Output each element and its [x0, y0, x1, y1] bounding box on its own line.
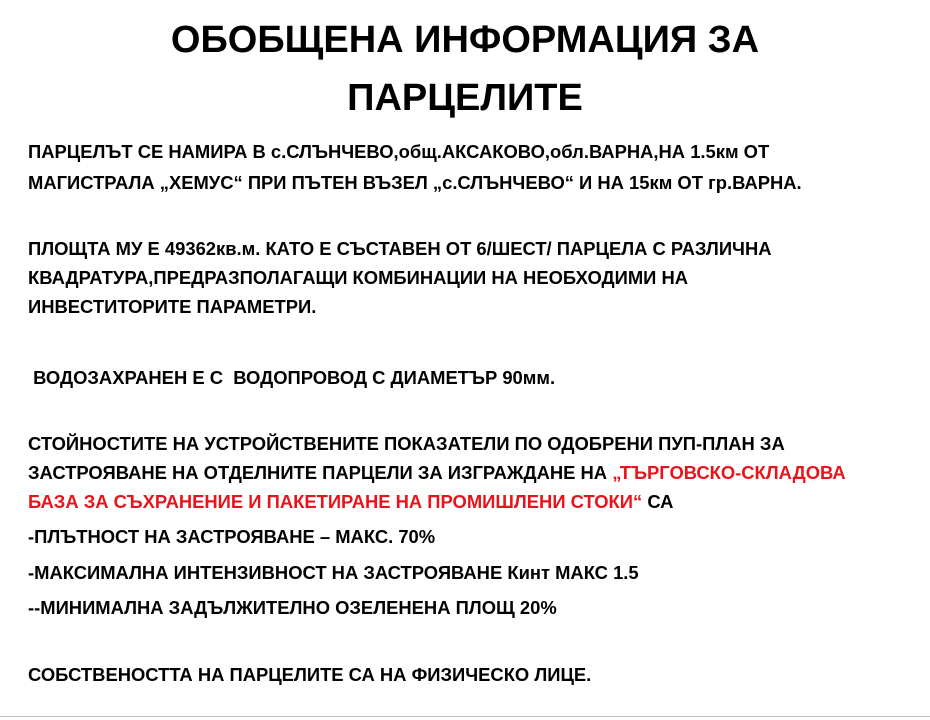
- page-title-line-1: ОБОБЩЕНА ИНФОРМАЦИЯ ЗА: [170, 19, 760, 61]
- indicators-text-line-1: СТОЙНОСТИТЕ НА УСТРОЙСТВЕНИТЕ ПОКАЗАТЕЛИ ПО ОДОБРЕНИ ПУП-ПЛАН ЗА: [28, 433, 785, 454]
- ownership-text: СОБСТВЕНОСТТА НА ПАРЦЕЛИТЕ СА НА ФИЗИЧЕСКО ЛИЦЕ.: [28, 664, 592, 685]
- page-title-line-2: ПАРЦЕЛИТЕ: [347, 77, 583, 119]
- water-supply-text: ВОДОЗАХРАНЕН Е С ВОДОПРОВОД С ДИАМЕТЪР 90мм.: [28, 367, 556, 388]
- indicators-text-line-3-plain: СА: [642, 491, 674, 512]
- indicator-green-area: --МИНИМАЛНА ЗАДЪЛЖИТЕЛНО ОЗЕЛЕНЕНА ПЛОЩ 20%: [28, 597, 557, 618]
- location-text-line-2: МАГИСТРАЛА „ХЕМУС“ ПРИ ПЪТЕН ВЪЗЕЛ „с.СЛЪНЧЕВО“ И НА 15км ОТ гр.ВАРНА.: [28, 172, 802, 193]
- project-name-highlight-end: БАЗА ЗА СЪХРАНЕНИЕ И ПАКЕТИРАНЕ НА ПРОМИШЛЕНИ СТОКИ“: [28, 491, 643, 512]
- area-text-line-1: ПЛОЩТА МУ Е 49362кв.м. КАТО Е СЪСТАВЕН ОТ 6/ШЕСТ/ ПАРЦЕЛА С РАЗЛИЧНА: [28, 238, 772, 259]
- project-name-highlight-start: „ТЪРГОВСКО-СКЛАДОВА: [612, 462, 846, 483]
- indicators-text-line-2-plain: ЗАСТРОЯВАНЕ НА ОТДЕЛНИТЕ ПАРЦЕЛИ ЗА ИЗГРАЖДАНЕ НА: [28, 462, 613, 483]
- indicator-density: -ПЛЪТНОСТ НА ЗАСТРОЯВАНЕ – МАКС. 70%: [28, 526, 436, 547]
- indicator-intensity: -МАКСИМАЛНА ИНТЕНЗИВНОСТ НА ЗАСТРОЯВАНЕ Кинт МАКС 1.5: [28, 562, 639, 583]
- area-text-line-3: ИНВЕСТИТОРИТЕ ПАРАМЕТРИ.: [28, 296, 317, 317]
- bottom-divider: [0, 716, 930, 717]
- location-text-line-1: ПАРЦЕЛЪТ СЕ НАМИРА В с.СЛЪНЧЕВО,общ.АКСАКОВО,обл.ВАРНА,НА 1.5км ОТ: [28, 141, 770, 162]
- indicators-text-line-2: [28, 460, 846, 486]
- area-text-line-2: КВАДРАТУРА,ПРЕДРАЗПОЛАГАЩИ КОМБИНАЦИИ НА НЕОБХОДИМИ НА: [28, 267, 689, 288]
- indicators-text-line-3: [28, 489, 673, 515]
